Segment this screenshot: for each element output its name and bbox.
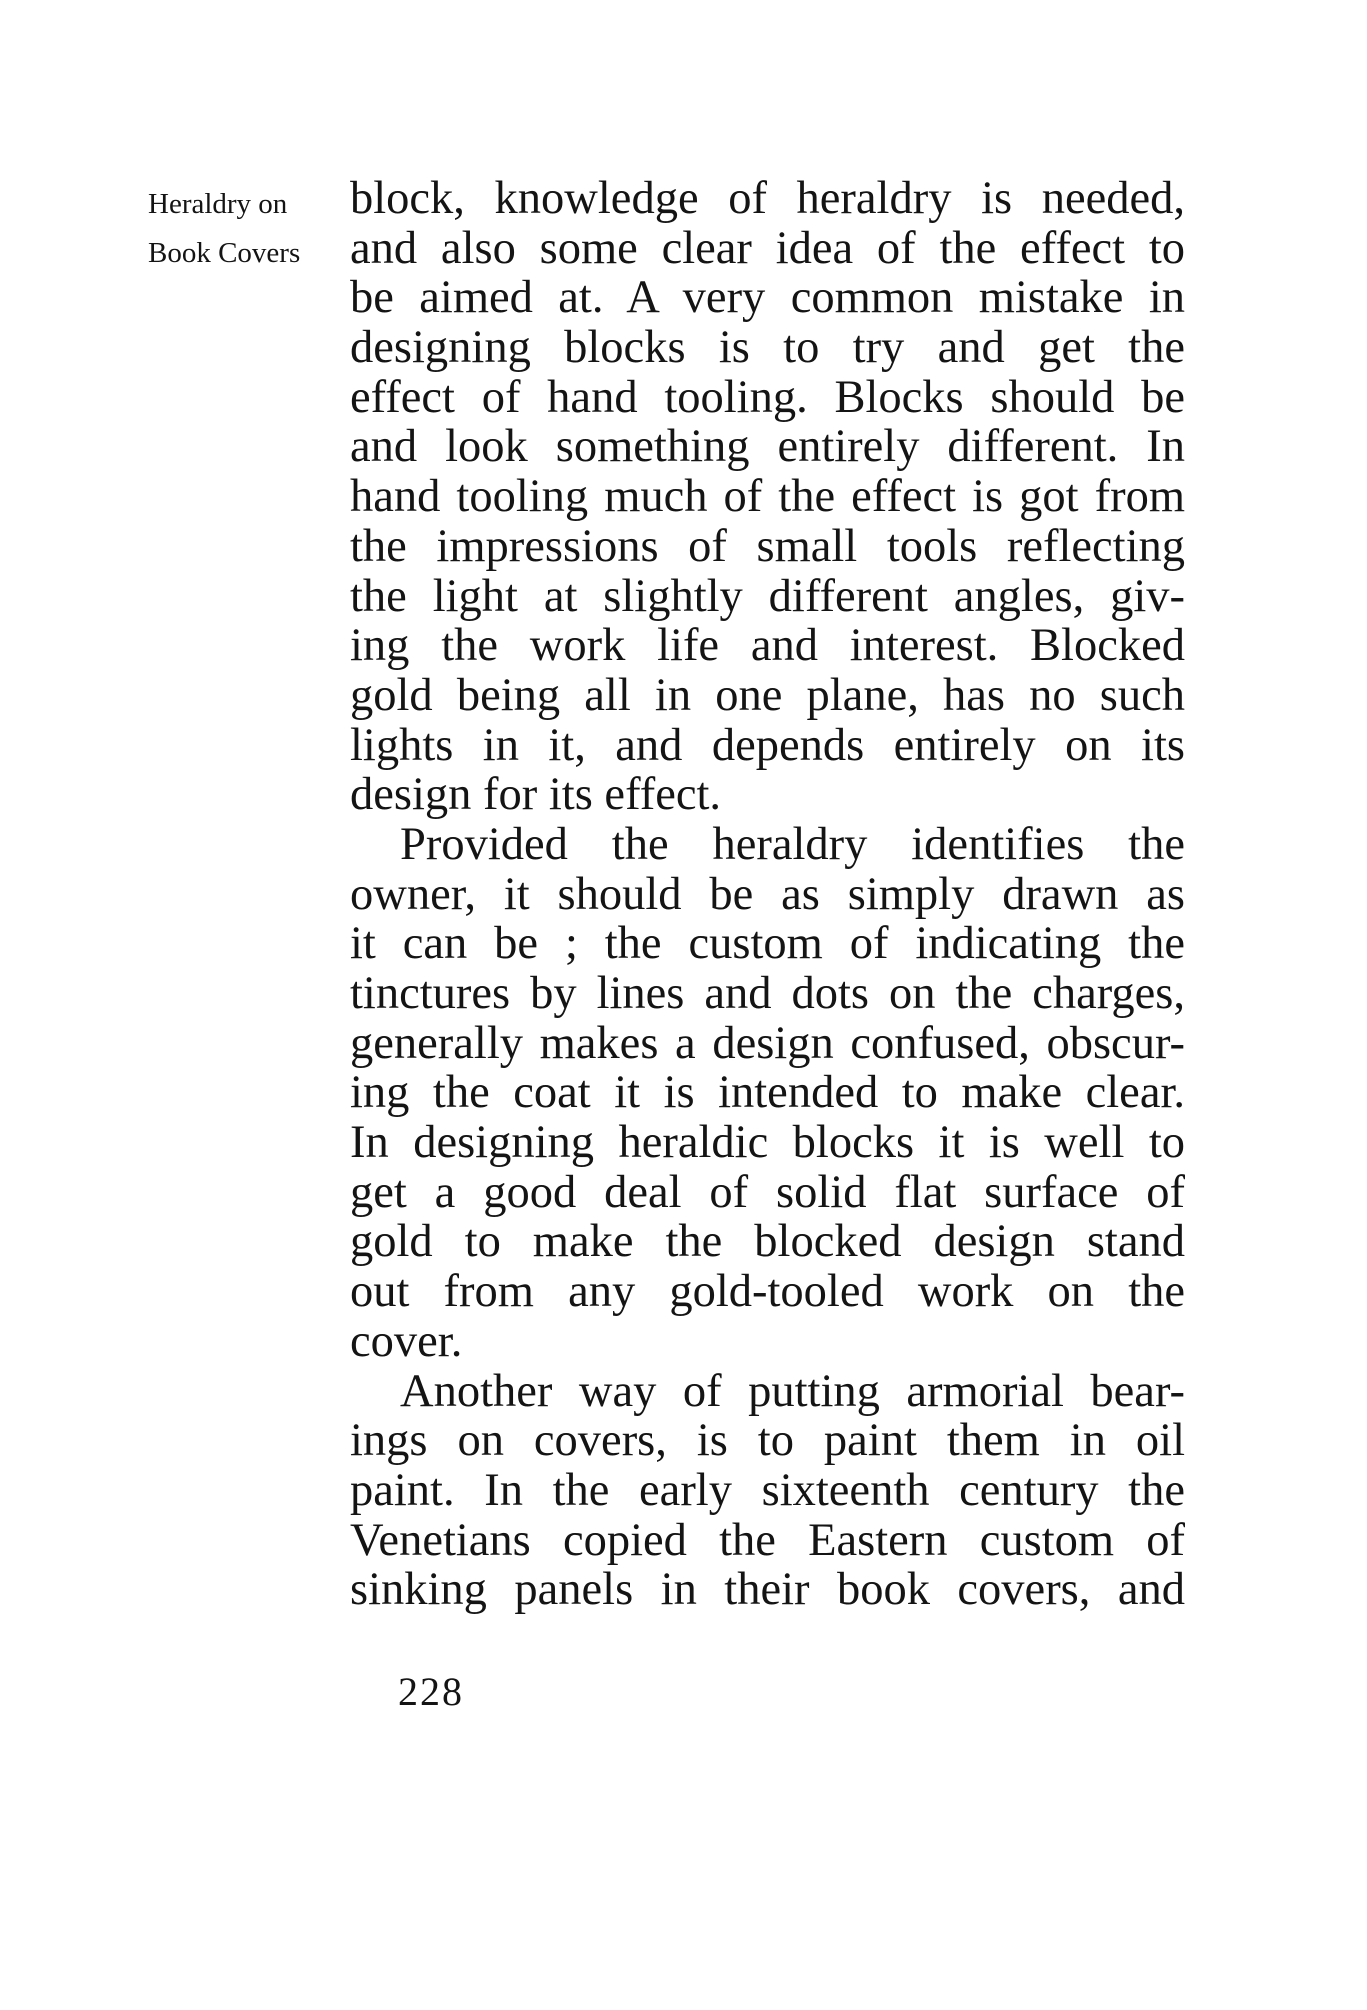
- text-line: tinctures by lines and dots on the charges,: [350, 968, 1185, 1019]
- text-line: designing blocks is to try and get the: [350, 322, 1185, 374]
- text-line: Another way of putting armorial bear-: [400, 1365, 1185, 1417]
- text-line: generally makes a design confused, obscur-: [350, 1017, 1185, 1069]
- text-line: In designing heraldic blocks it is well to: [350, 1117, 1185, 1169]
- text-line: sinking panels in their book covers, and: [350, 1564, 1185, 1616]
- text-line: gold to make the blocked design stand: [350, 1216, 1185, 1268]
- text-line: it can be ; the custom of indicating the: [350, 918, 1185, 970]
- text-line: lights in it, and depends entirely on its: [350, 719, 1185, 771]
- text-line: ing the work life and interest. Blocked: [350, 620, 1185, 672]
- body-text: [350, 174, 1185, 1615]
- text-line: ings on covers, is to paint them in oil: [350, 1415, 1185, 1467]
- text-line: and also some clear idea of the effect to: [350, 222, 1185, 274]
- text-line: gold being all in one plane, has no such: [350, 669, 1185, 721]
- text-line: effect of hand tooling. Blocks should be: [350, 371, 1185, 423]
- text-line: block, knowledge of heraldry is needed,: [350, 173, 1185, 224]
- text-line: the light at slightly different angles, giv-: [350, 570, 1185, 622]
- page-number: 228: [398, 1669, 464, 1714]
- text-line: get a good deal of solid flat surface of: [350, 1166, 1185, 1218]
- text-line: owner, it should be as simply drawn as: [350, 868, 1185, 920]
- text-line: cover.: [350, 1315, 463, 1367]
- sidenote-line: Heraldry on: [148, 188, 288, 220]
- text-line: design for its effect.: [350, 769, 722, 821]
- sidenote-line: Book Covers: [148, 237, 301, 269]
- margin-sidenote: [148, 180, 338, 278]
- text-line: Provided the heraldry identifies the: [400, 818, 1185, 870]
- text-line: be aimed at. A very common mistake in: [350, 272, 1185, 324]
- text-line: the impressions of small tools reflecting: [350, 520, 1185, 572]
- text-line: paint. In the early sixteenth century the: [350, 1464, 1185, 1516]
- text-line: Venetians copied the Eastern custom of: [350, 1514, 1185, 1566]
- text-line: out from any gold-tooled work on the: [350, 1266, 1185, 1318]
- text-line: and look something entirely different. In: [350, 421, 1185, 473]
- text-line: ing the coat it is intended to make clear.: [350, 1067, 1185, 1119]
- text-line: hand tooling much of the effect is got from: [350, 471, 1185, 523]
